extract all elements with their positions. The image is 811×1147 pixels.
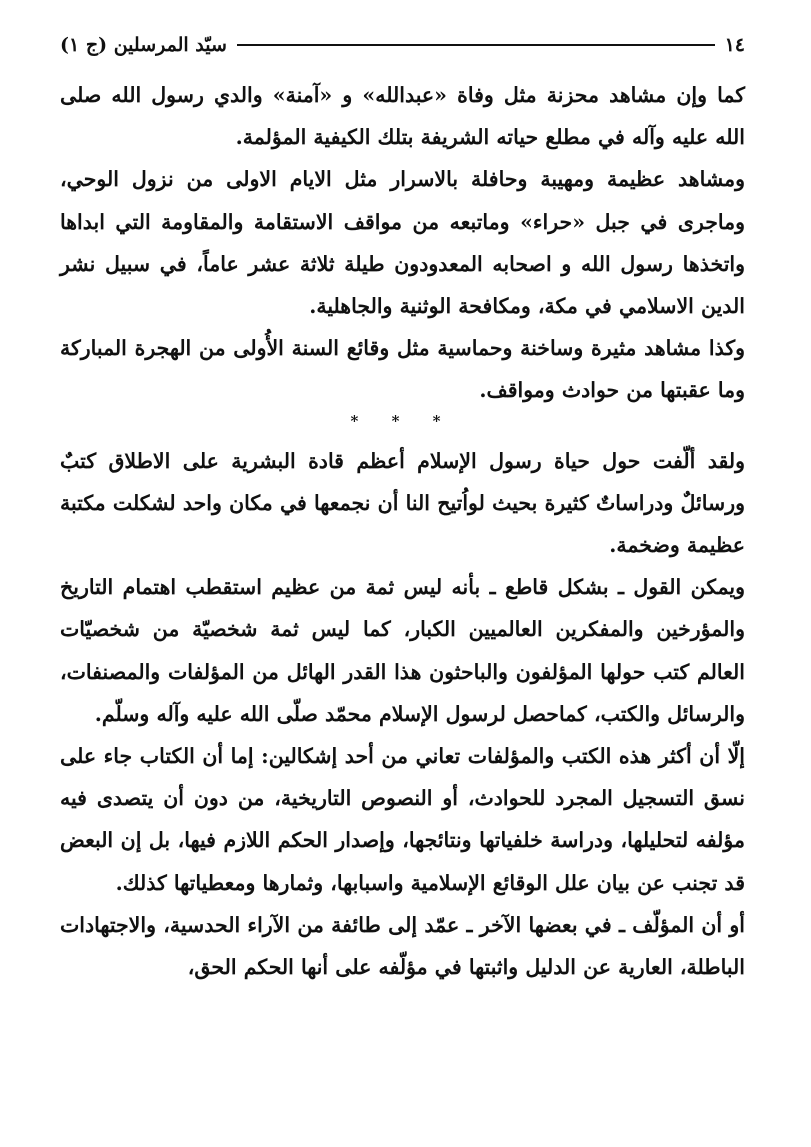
paragraph: كما وإن مشاهد محزنة مثل وفاة «عبدالله» و «آمنة» والدي رسول الله صلى الله عليه وآله في مطلع حياته الشريفة بتلك الكيفية المؤلمة.: [60, 83, 745, 150]
page-body: [60, 74, 745, 988]
page-number: ١٤: [724, 34, 745, 56]
paragraph: أو أن المؤلّف ـ في بعضها الآخر ـ عمّد إلى طائفة من الآراء الحدسية، والاجتهادات الباطلة، العارية عن الدليل واثبتها في مؤلّفه على أنها الحكم الحق،: [60, 912, 745, 980]
paragraph: وكذا مشاهد مثيرة وساخنة وحماسية مثل وقائع السنة الأُولى من الهجرة المباركة وما عقبتها من حوادث ومواقف.: [60, 336, 745, 403]
header-rule: [237, 44, 715, 46]
paragraph: ويمكن القول ـ بشكل قاطع ـ بأنه ليس ثمة من عظيم استقطب اهتمام التاريخ والمؤرخين والمفكرين العالميين الكبار، كما ليس ثمة شخصيّة من شخصيّات العالم كتب حولها المؤلفون والباحثون هذا القدر الهائل من المؤلفات والمصنفات، والرسائل والكتب، كماحصل لرسول الإسلام محمّد صلّى الله عليه وآله وسلّم.: [60, 575, 745, 726]
paragraph: ومشاهد عظيمة ومهيبة وحافلة بالاسرار مثل الايام الاولى من نزول الوحي، وماجرى في جبل «حراء» وماتبعه من مواقف الاستقامة والمقاومة التي ابداها واتخذها رسول الله و اصحابه المعدودون طيلة ثلاثة عشر عاماً، في سبيل نشر الدين الاسلامي في مكة، ومكافحة الوثنية والجاهلية.: [60, 167, 745, 319]
paragraph: إلّا أن أكثر هذه الكتب والمؤلفات تعاني من أحد إشكالين: إما أن الكتاب جاء على نسق التسجيل المجرد للحوادث، أو النصوص التاريخية، من دون أن يتصدى فيه مؤلفه لتحليلها، ودراسة خلفياتها ونتائجها، وإصدار الحكم اللازم فيها، بل إن البعض قد تجنب عن بيان علل الوقائع الإسلامية واسبابها، وثمارها ومعطياتها كذلك.: [60, 744, 745, 895]
paragraph: ولقد ألّفت حول حياة رسول الإسلام أعظم قادة البشرية على الاطلاق كتبٌ ورسائلٌ ودراساتٌ كثيرة بحيث لواُتيح النا أن نجمعها في مكان واحد لشكلت مكتبة عظيمة وضخمة.: [60, 448, 745, 558]
running-title: سيّد المرسلين (ج ١): [60, 34, 227, 56]
page-header: [60, 28, 745, 62]
section-separator: * * *: [350, 411, 455, 430]
